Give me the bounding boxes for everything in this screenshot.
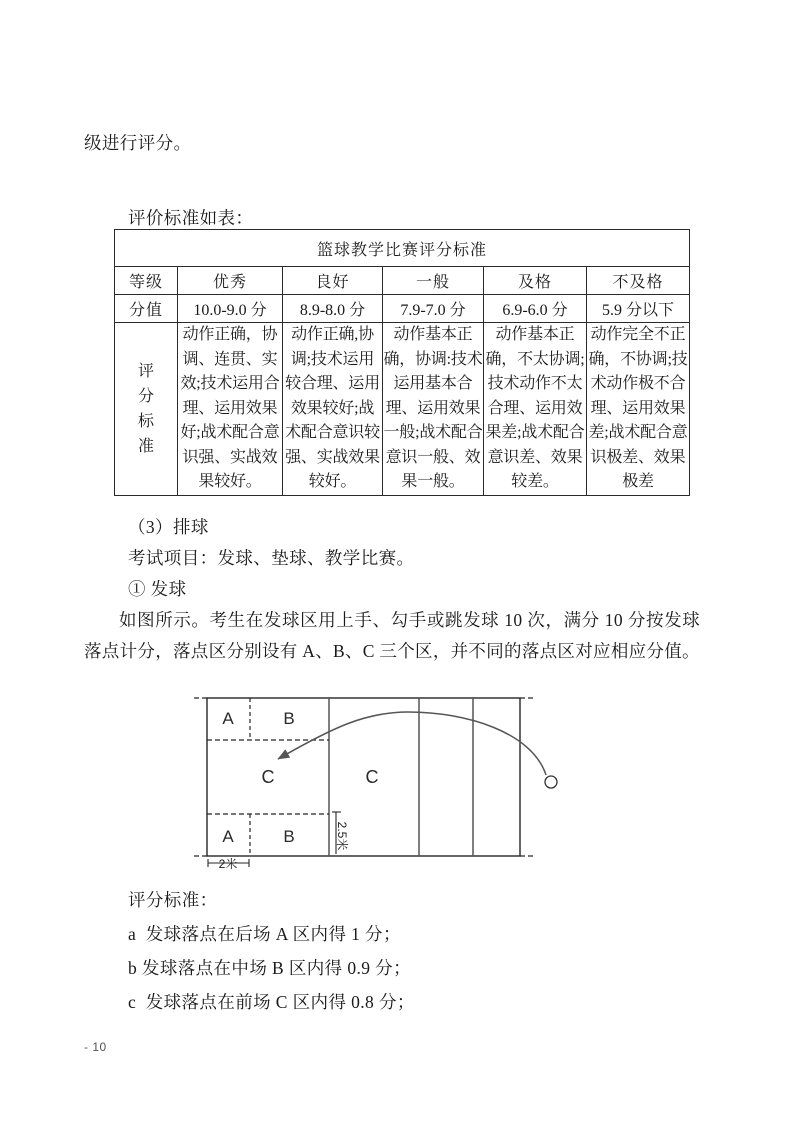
scoring-rule-c: c 发球落点在前场 C 区内得 0.8 分；: [128, 992, 415, 1012]
ball-icon: [545, 776, 557, 788]
criteria-excellent: 动作正确，协调、连贯、实效;技术运用合理、运用效果好;战术配合意识强、实战效果较好。: [178, 323, 283, 496]
zone-label-a-bottom: A: [222, 827, 234, 846]
top-paragraph: 级进行评分。: [84, 133, 192, 153]
criteria-good: 动作正确,协调;技术运用较合理、运用效果较好;战术配合意识较强、实战效果较好。: [283, 323, 383, 496]
measure-25m-label: 2.5米: [335, 821, 349, 851]
scoring-rule-b: b 发球落点在中场 B 区内得 0.9 分；: [128, 958, 411, 978]
volleyball-heading: （3）排球: [128, 517, 209, 537]
row-label-grade: 等级: [115, 267, 178, 295]
grade-excellent: 优秀: [178, 267, 283, 295]
score-excellent: 10.0-9.0 分: [178, 295, 283, 323]
table-score-row: [115, 295, 690, 323]
table-criteria-row: [115, 323, 690, 496]
zone-label-c-right: C: [365, 767, 379, 787]
volleyball-court-diagram: [180, 690, 600, 875]
table-title-row: [115, 230, 690, 267]
serve-description: 如图所示。考生在发球区用上手、勾手或跳发球 10 次，满分 10 分按发球落点计分，落点区分别设有 A、B、C 三个区，并不同的落点区对应相应分值。: [84, 610, 700, 661]
score-average: 7.9-7.0 分: [383, 295, 484, 323]
criteria-fail: 动作完全不正确，不协调;技术动作极不合理、运用效果差;战术配合意识极差、效果极差: [587, 323, 690, 496]
score-good: 8.9-8.0 分: [283, 295, 383, 323]
grading-table-wrapper: [114, 229, 689, 496]
grade-average: 一般: [383, 267, 484, 295]
table-title: 篮球教学比赛评分标准: [115, 230, 690, 267]
scoring-rule-a: a 发球落点在后场 A 区内得 1 分；: [128, 924, 401, 944]
zone-label-b-bottom: B: [283, 827, 295, 846]
page-number-footer: - 10: [84, 1040, 107, 1054]
serve-trajectory-arc: [278, 712, 546, 775]
zone-label-a-top: A: [222, 709, 234, 728]
exam-items-line: 考试项目：发球、垫球、教学比赛。: [128, 548, 415, 568]
score-pass: 6.9-6.0 分: [484, 295, 587, 323]
criteria-pass: 动作基本正确，不太协调;技术动作不太合理、运用效果差;战术配合意识差、效果较差。: [484, 323, 587, 496]
scoring-title: 评分标准：: [128, 890, 218, 910]
row-label-criteria: [115, 323, 178, 496]
grade-good: 良好: [283, 267, 383, 295]
criteria-average: 动作基本正确，协调:技术运用基本合理、运用效果一般;战术配合意识一般、效果一般。: [383, 323, 484, 496]
basketball-grading-table: [114, 229, 690, 496]
grade-fail: 不及格: [587, 267, 690, 295]
item-one-heading: ① 发球: [128, 579, 187, 599]
zone-label-c-left: C: [261, 767, 275, 787]
grade-pass: 及格: [484, 267, 587, 295]
table-intro-text: 评价标准如表：: [128, 208, 254, 228]
score-fail: 5.9 分以下: [587, 295, 690, 323]
row-label-criteria-text: 评 分 标 准: [137, 362, 154, 455]
row-label-score: 分值: [115, 295, 178, 323]
table-header-row: [115, 267, 690, 295]
measure-2m-label: 2米: [218, 857, 238, 871]
zone-label-b-top: B: [283, 709, 295, 728]
